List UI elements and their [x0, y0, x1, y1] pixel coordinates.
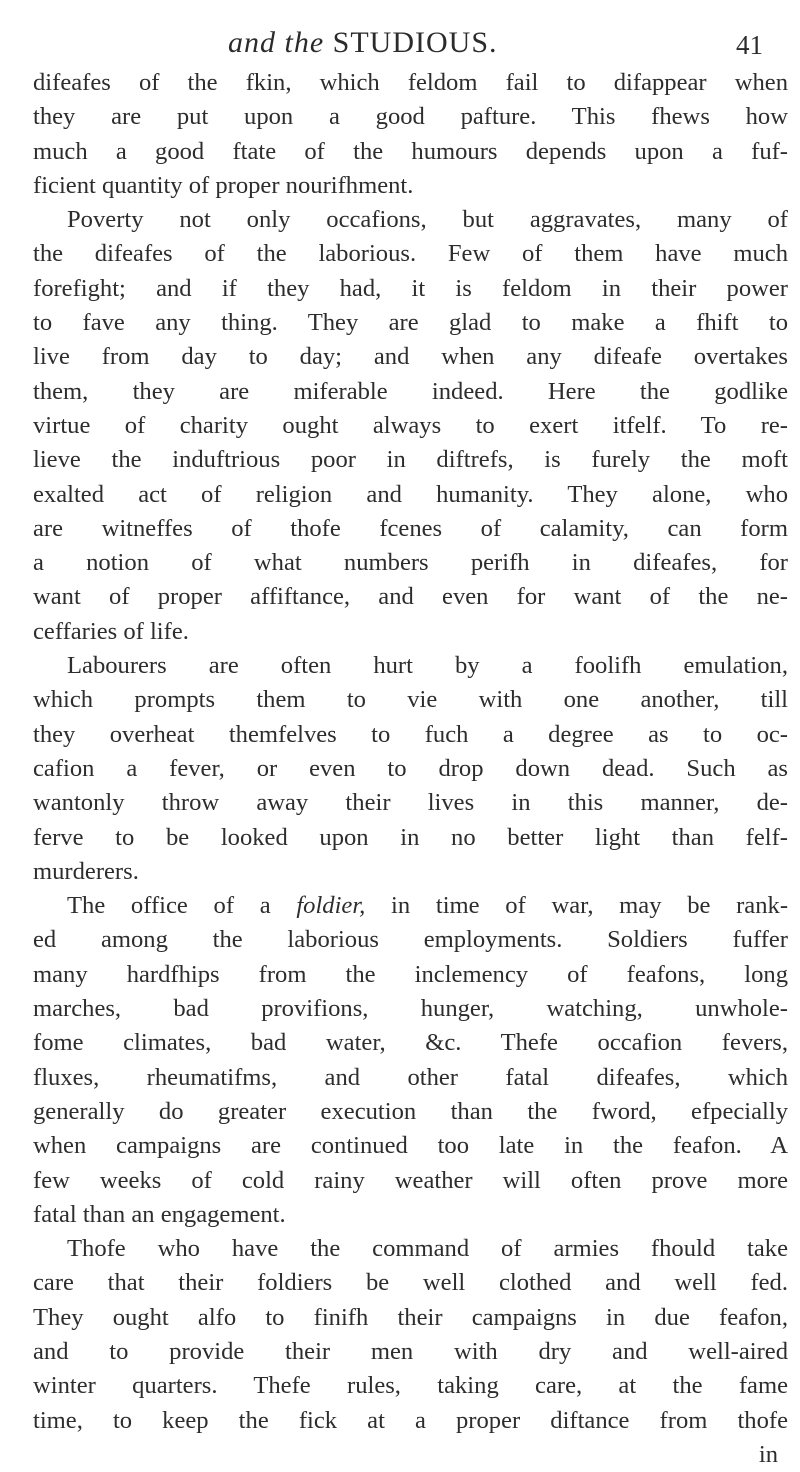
text-line: They ought alfo to finifh their campaigns in due feafon, — [33, 1303, 788, 1331]
text-line: and to provide their men with dry and well-aired — [33, 1337, 788, 1365]
text-line: they overheat themfelves to fuch a degree as to oc- — [33, 720, 788, 748]
paragraph-start-line: Labourers are often hurt by a foolifh emulation, — [67, 652, 788, 680]
text-line: them, they are miferable indeed. Here the godlike — [33, 377, 788, 405]
text-line: ficient quantity of proper nourifhment. — [33, 171, 414, 199]
soldier-rest: in time of war, may be rank- — [391, 892, 789, 920]
text-line: winter quarters. Thefe rules, taking care, at the fame — [33, 1372, 788, 1400]
running-title — [228, 26, 498, 60]
text-line: exalted act of religion and humanity. They alone, who — [33, 480, 788, 508]
text-line: virtue of charity ought always to exert itfelf. To re- — [33, 411, 788, 439]
text-line: live from day to day; and when any difeafe overtakes — [33, 343, 788, 371]
soldier-lead: The office of a — [67, 892, 271, 920]
text-line: ferve to be looked upon in no better light than felf- — [33, 823, 788, 851]
text-line: they are put upon a good pafture. This fhews how — [33, 103, 788, 131]
text-line: are witneffes of thofe fcenes of calamity, can form — [33, 514, 788, 542]
text-line: forefight; and if they had, it is feldom in their power — [33, 274, 788, 302]
paragraph-start-line: Thofe who have the command of armies fhould take — [67, 1235, 788, 1263]
soldier-word: foldier, — [296, 892, 366, 920]
text-line: fome climates, bad water, &c. Thefe occafion fevers, — [33, 1029, 788, 1057]
text-line: many hardfhips from the inclemency of feafons, long — [33, 960, 788, 988]
text-line: which prompts them to vie with one another, till — [33, 686, 788, 714]
text-line: care that their foldiers be well clothed and well fed. — [33, 1269, 788, 1297]
text-line: a notion of what numbers perifh in difeafes, for — [33, 549, 788, 577]
text-line: marches, bad provifions, hunger, watching, unwhole- — [33, 995, 788, 1023]
text-line: the difeafes of the laborious. Few of them have much — [33, 240, 788, 268]
catchword: in — [758, 1440, 778, 1468]
text-line: to fave any thing. They are glad to make a fhift to — [33, 309, 788, 337]
body-text — [33, 66, 788, 1472]
text-line: wantonly throw away their lives in this manner, de- — [33, 789, 788, 817]
text-line: generally do greater execution than the fword, efpecially — [33, 1097, 788, 1125]
running-header — [0, 18, 800, 68]
page-number: 41 — [736, 30, 763, 60]
paragraph-start-line — [33, 889, 788, 923]
text-line: lieve the induftrious poor in diftrefs, is furely the moft — [33, 446, 788, 474]
text-line: ceffaries of life. — [33, 617, 189, 645]
text-line: fluxes, rheumatifms, and other fatal difeafes, which — [33, 1063, 788, 1091]
text-line: fatal than an engagement. — [33, 1200, 286, 1228]
text-line: murderers. — [33, 857, 139, 885]
running-title-caps: STUDIOUS. — [332, 26, 498, 59]
paragraph-start-line: Poverty not only occafions, but aggravates, many of — [67, 206, 788, 234]
text-line: time, to keep the fick at a proper diftance from thofe — [33, 1406, 788, 1434]
text-line: difeafes of the fkin, which feldom fail to difappear when — [33, 69, 788, 96]
text-line: much a good ftate of the humours depends upon a fuf- — [33, 137, 788, 165]
text-line: when campaigns are continued too late in the feafon. A — [33, 1132, 788, 1160]
text-line: few weeks of cold rainy weather will often prove more — [33, 1166, 788, 1194]
text-line: cafion a fever, or even to drop down dead. Such as — [33, 754, 788, 782]
text-line: ed among the laborious employments. Soldiers fuffer — [33, 926, 788, 954]
running-title-italic: and the — [228, 26, 325, 59]
text-line: want of proper affiftance, and even for want of the ne- — [33, 583, 788, 611]
